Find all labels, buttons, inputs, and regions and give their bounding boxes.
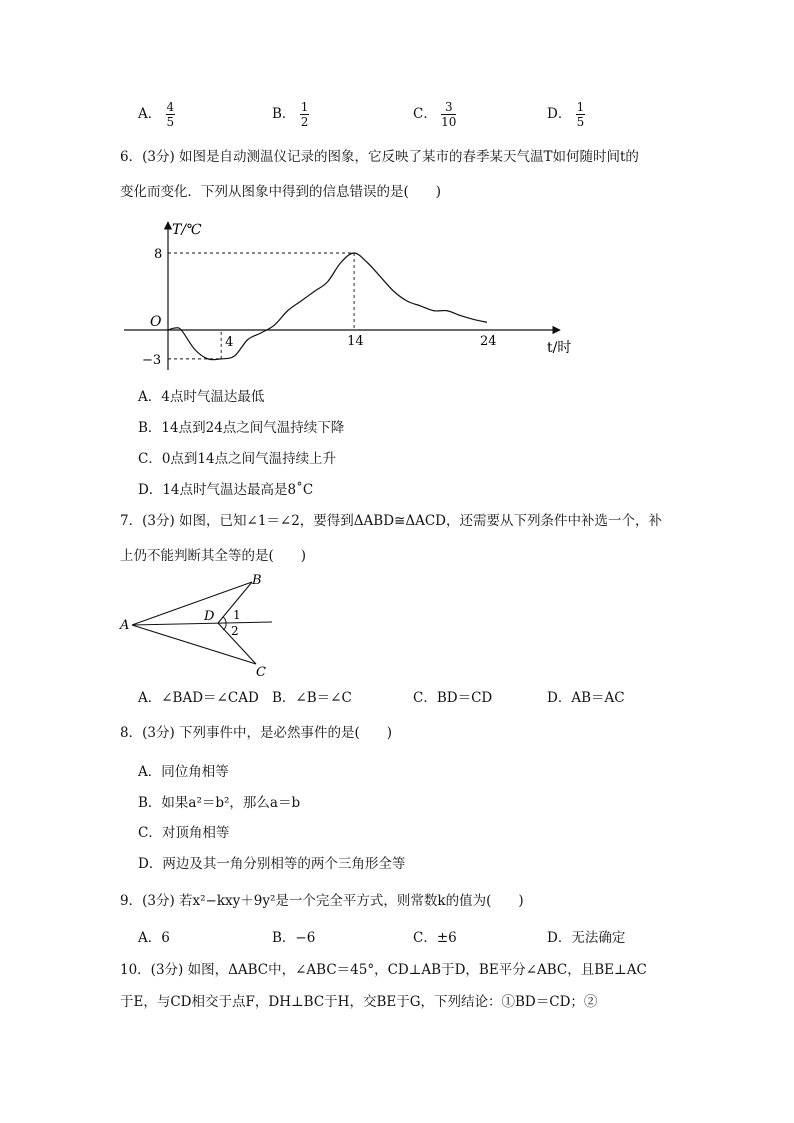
q7-option-c: C．BD＝CD [413, 690, 493, 706]
q8-option-d: D．两边及其一角分别相等的两个三角形全等 [138, 856, 406, 872]
q5-option-c: C． $\frac{3}{10}$ [413, 100, 457, 129]
segment-ad-extended [132, 622, 272, 625]
y-tick-labels [142, 247, 162, 368]
point-b-label: B [252, 573, 262, 588]
q9-option-a: A．6 [138, 930, 170, 946]
point-a-label: A [120, 618, 130, 633]
q5-option-b: B． $\frac{1}{2}$ [272, 100, 309, 129]
q6-option-b: B．14点到24点之间气温持续下降 [138, 420, 345, 436]
q7-stem-line2: 上仍不能判断其全等的是( ) [120, 548, 307, 564]
q7-option-d: D．AB＝AC [547, 690, 625, 706]
x-tick-label: 24 [480, 334, 497, 349]
q5-option-d: D． $\frac{1}{5}$ [547, 100, 585, 129]
q9-option-d: D．无法确定 [547, 930, 626, 946]
q6-stem-line2: 变化而变化．下列从图象中得到的信息错误的是( ) [120, 184, 442, 200]
q9-option-b: B．−6 [272, 930, 316, 946]
fraction: $\frac{3}{10}$ [441, 100, 457, 129]
point-d-label: D [204, 609, 215, 624]
fraction: $\frac{1}{5}$ [576, 100, 585, 129]
x-tick-labels [225, 334, 496, 350]
temperature-chart [0, 0, 794, 400]
q5-option-a: A． $\frac{4}{5}$ [138, 100, 175, 129]
x-axis-label: t/时 [547, 340, 572, 356]
fraction: $\frac{1}{2}$ [300, 100, 309, 129]
q9-stem: 9．(3分) 若x²−kxy＋9y²是一个完全平方式，则常数k的值为( ) [120, 893, 524, 909]
x-tick-label: 14 [347, 334, 364, 349]
q8-option-b: B．如果a²＝b²，那么a＝b [138, 795, 301, 811]
origin-label: O [150, 314, 162, 330]
triangle-figure [110, 570, 290, 685]
q10-stem-line1: 10．(3分) 如图，ΔABC中，∠ABC＝45°，CD⊥AB于D，BE平分∠ABC，且BE⊥AC [120, 962, 647, 978]
q6-stem-line1: 6．(3分) 如图是自动测温仪记录的图象，它反映了某市的春季某天气温T如何随时间t的 [120, 149, 639, 165]
y-axis-label: T/℃ [172, 222, 202, 238]
q6-option-c: C．0点到14点之间气温持续上升 [138, 451, 337, 467]
q7-stem-line1: 7．(3分) 如图，已知∠1＝∠2，要得到ΔABD≅ΔACD，还需要从下列条件中补选一个，补 [120, 513, 663, 529]
q8-stem: 8．(3分) 下列事件中，是必然事件的是( ) [120, 725, 393, 741]
q9-option-c: C．±6 [413, 930, 457, 946]
q7-option-b: B．∠B＝∠C [272, 690, 352, 706]
q8-option-c: C．对顶角相等 [138, 825, 230, 841]
q7-option-a: A．∠BAD＝∠CAD [138, 690, 259, 706]
q6-option-d: D．14点时气温达最高是8˚C [138, 482, 314, 498]
q8-option-a: A．同位角相等 [138, 764, 229, 780]
x-tick-label: 4 [225, 335, 234, 350]
reference-lines [168, 253, 354, 359]
angle-1-label: 1 [233, 608, 241, 622]
angle-1-arc [223, 617, 226, 623]
angle-2-label: 2 [231, 624, 239, 638]
q6-option-a: A．4点时气温达最低 [138, 389, 265, 405]
q10-stem-line2: 于E，与CD相交于点F，DH⊥BC于H，交BE于G，下列结论：①BD＝CD；② [120, 994, 598, 1010]
y-tick-label: 8 [154, 247, 163, 262]
point-c-label: C [256, 665, 266, 680]
temperature-curve [168, 253, 487, 360]
fraction: $\frac{4}{5}$ [166, 100, 175, 129]
y-tick-label: −3 [142, 352, 162, 368]
